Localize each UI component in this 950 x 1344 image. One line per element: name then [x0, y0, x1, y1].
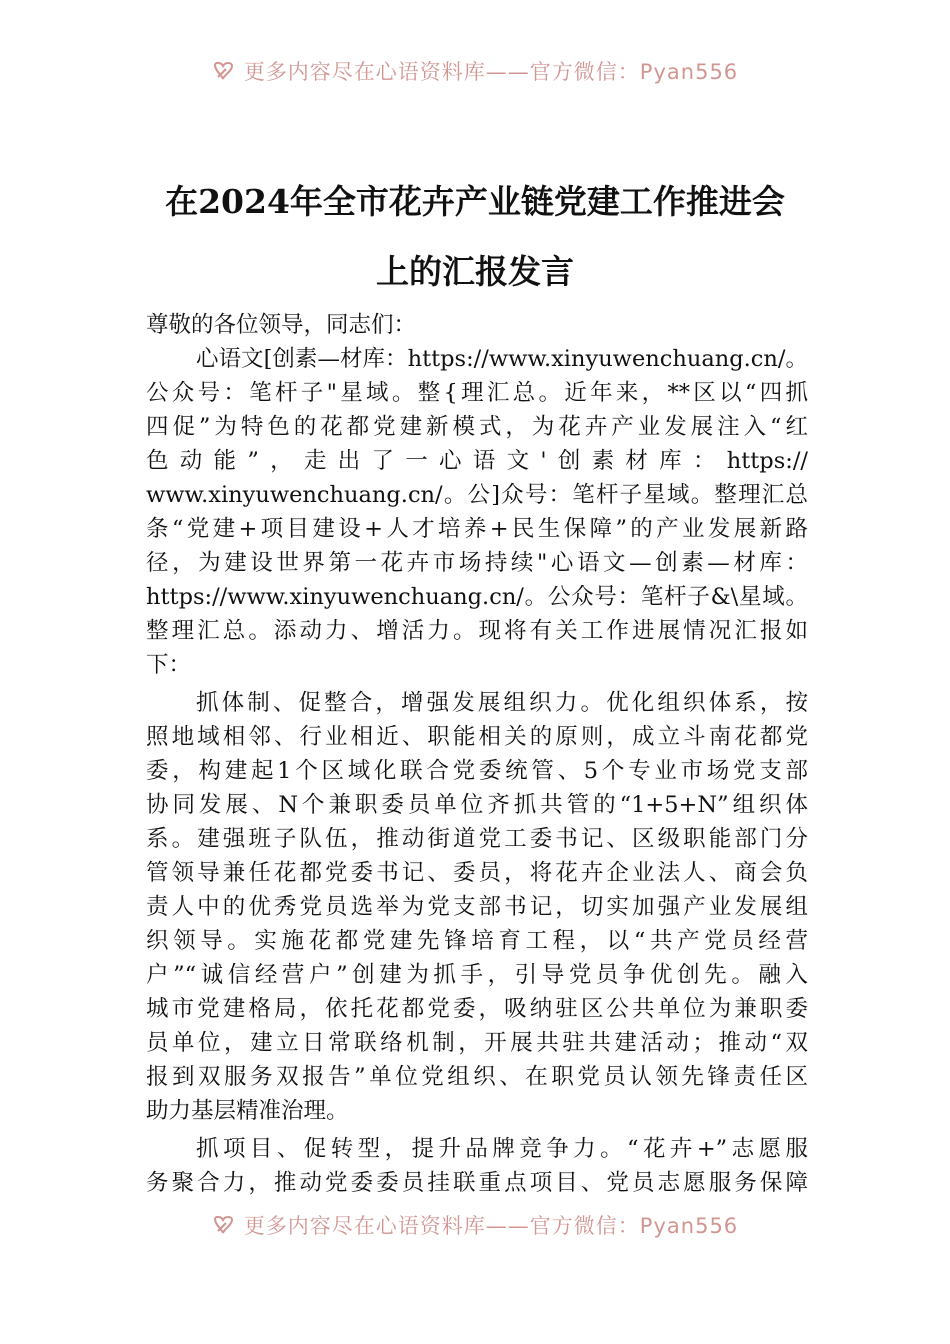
- text-line: https://www.xinyuwenchuang.cn/。公众号：笔杆子&\星域。: [146, 584, 808, 610]
- salutation-line: 尊敬的各位领导，同志们：: [146, 312, 417, 338]
- text-line: 员单位，建立日常联络机制，开展共驻共建活动；推动“双: [146, 1030, 808, 1056]
- footer-watermark: [0, 1212, 950, 1238]
- text-line: 心语文[创素—材库：https://www.xinyuwenchuang.cn/。: [196, 346, 808, 372]
- document-title-line-1: 在2024年全市花卉产业链党建工作推进会: [165, 182, 785, 221]
- text-line: www.xinyuwenchuang.cn/。公]众号：笔杆子星域。整理汇总: [146, 482, 808, 508]
- text-line: 协同发展、N个兼职委员单位齐抓共管的“1+5+N”组织体: [146, 792, 808, 818]
- text-line: 户”“诚信经营户”创建为抓手，引导党员争优创先。融入: [146, 962, 808, 988]
- text-line: 下：: [146, 652, 192, 678]
- text-line: 织领导。实施花都党建先锋培育工程，以“共产党员经营: [146, 928, 808, 954]
- text-line: 四促”为特色的花都党建新模式，为花卉产业发展注入“红: [146, 414, 808, 440]
- text-line: 管领导兼任花都党委书记、委员，将花卉企业法人、商会负: [146, 860, 808, 886]
- header-watermark: [0, 58, 950, 84]
- text-line: 助力基层精准治理。: [146, 1098, 349, 1124]
- text-line: 色动能”，走出了一心语文'创素材库：https://: [146, 448, 808, 474]
- text-line: 公众号：笔杆子"星域。整{理汇总。近年来，**区以“四抓: [146, 380, 808, 406]
- text-line: 报到双服务双报告”单位党组织、在职党员认领先锋责任区: [146, 1064, 808, 1090]
- text-line: 务聚合力，推动党委委员挂联重点项目、党员志愿服务保障: [146, 1170, 808, 1196]
- document-title-line-2: 上的汇报发言: [376, 252, 574, 291]
- text-line: 径，为建设世界第一花卉市场持续"心语文—创素—材库：: [146, 550, 808, 576]
- brand-logo-icon: [212, 61, 236, 81]
- text-line: 条“党建+项目建设+人才培养+民生保障”的产业发展新路: [146, 516, 808, 542]
- text-line: 责人中的优秀党员选举为党支部书记，切实加强产业发展组: [146, 894, 808, 920]
- text-line: 委，构建起1个区域化联合党委统管、5个专业市场党支部: [146, 758, 808, 784]
- watermark-text: 更多内容尽在心语资料库——官方微信：Pyan556: [243, 60, 739, 84]
- text-line: 抓体制、促整合，增强发展组织力。优化组织体系，按: [196, 690, 808, 716]
- text-line: 系。建强班子队伍，推动街道党工委书记、区级职能部门分: [146, 826, 808, 852]
- text-line: 照地域相邻、行业相近、职能相关的原则，成立斗南花都党: [146, 724, 808, 750]
- watermark-text: 更多内容尽在心语资料库——官方微信：Pyan556: [243, 1214, 739, 1238]
- text-line: 城市党建格局，依托花都党委，吸纳驻区公共单位为兼职委: [146, 996, 808, 1022]
- text-line: 抓项目、促转型，提升品牌竞争力。“花卉+”志愿服: [196, 1136, 808, 1162]
- text-line: 整理汇总。添动力、增活力。现将有关工作进展情况汇报如: [146, 618, 808, 644]
- brand-logo-icon: [212, 1215, 236, 1235]
